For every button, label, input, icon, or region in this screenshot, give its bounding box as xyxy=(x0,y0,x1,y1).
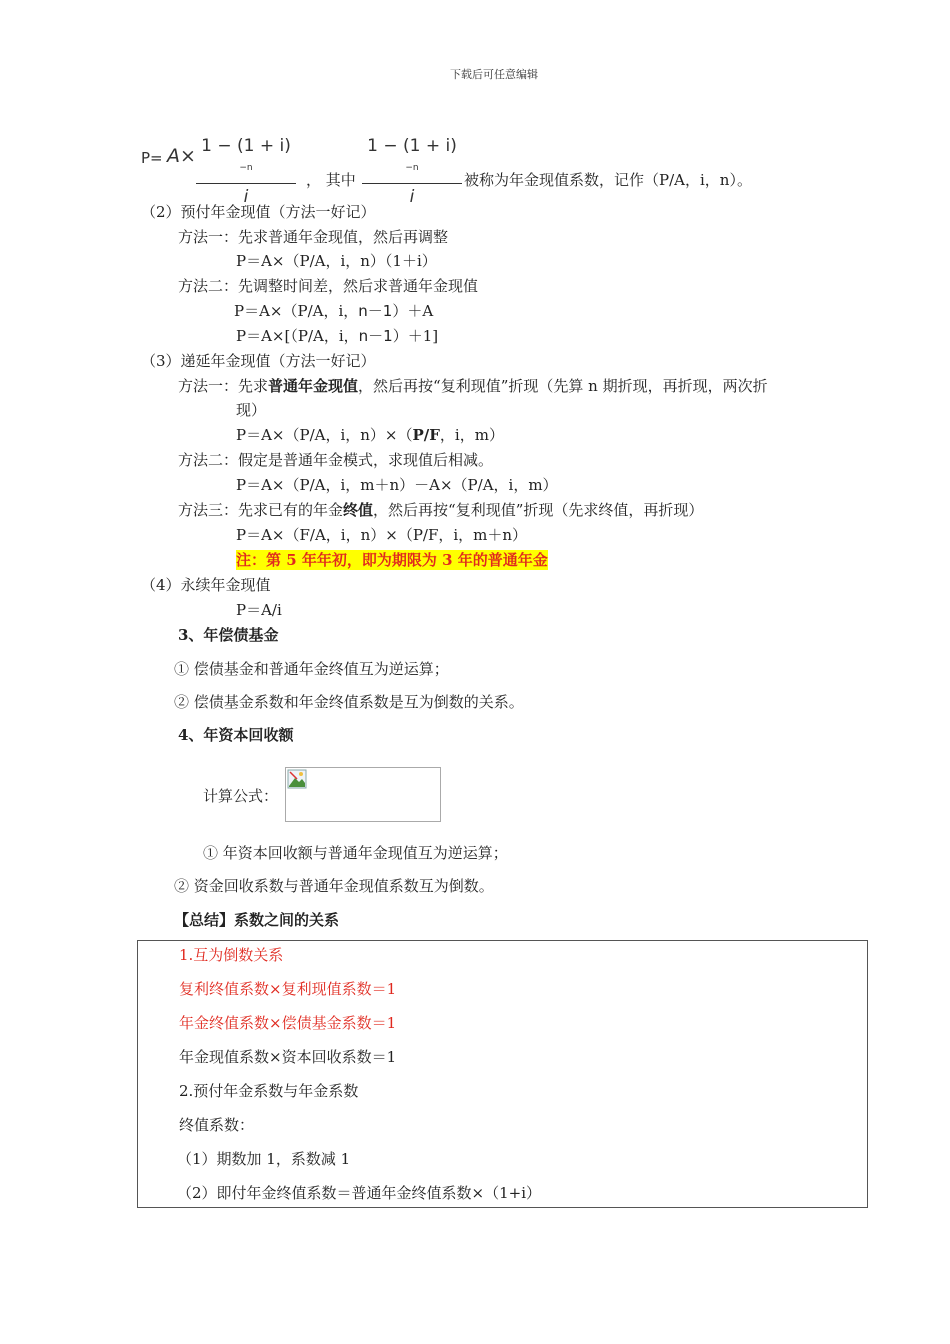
text-part: ，然后再按“复利现值”折现（先求终值，再折现） xyxy=(373,501,704,519)
text-part: ，然后再按“复利现值”折现（先算 n 期折现，再折现，两次折 xyxy=(358,377,768,395)
fraction-numerator: 1 − (1 + i) xyxy=(201,136,291,156)
section-heading: 4、年资本回收额 xyxy=(178,726,294,744)
method-line: 方法二：先调整时间差，然后求普通年金现值 xyxy=(178,277,479,295)
annuity-fraction-1 xyxy=(196,135,296,210)
section-deferred-annuity: （3）递延年金现值（方法一好记） xyxy=(141,352,376,370)
formula-part: P＝A×[（P/A，i， xyxy=(236,327,359,345)
list-item: ① 偿债基金和普通年金终值互为逆运算； xyxy=(174,660,449,678)
formula-tail-text: 被称为年金现值系数，记作（P/A，i，n）。 xyxy=(464,171,752,189)
formula-line: P＝A/i xyxy=(236,601,282,619)
box-line: 复利终值系数×复利现值系数＝1 xyxy=(179,980,397,998)
formula-p: P= xyxy=(141,149,163,167)
formula-line: P＝A×（P/A，i，m＋n）－A×（P/A，i，m） xyxy=(236,476,558,494)
formula-part: ，i，m） xyxy=(439,426,504,444)
formula-part: ）＋A xyxy=(392,302,434,320)
method-line: 方法一：先求普通年金现值，然后再调整 xyxy=(178,228,449,246)
fraction-exponent: −n xyxy=(239,163,253,173)
page-header: 下载后可任意编辑 xyxy=(450,68,538,81)
formula-part: ）＋1] xyxy=(392,327,439,345)
section-perpetuity: （4）永续年金现值 xyxy=(141,576,271,594)
formula-image xyxy=(285,767,441,822)
formula-line: P＝A×（P/A，i，n）（1＋i） xyxy=(236,252,437,270)
formula-line: P＝A×（F/A，i，n）×（P/F，i，m＋n） xyxy=(236,526,528,544)
text-part: 方法三：先求已有的年金 xyxy=(178,501,344,519)
formula-line xyxy=(236,326,438,346)
fraction-exponent: −n xyxy=(405,163,419,173)
bold-text: P/F xyxy=(412,426,440,444)
formula-line xyxy=(234,301,433,321)
formula-part: n－1 xyxy=(358,327,393,345)
annuity-fraction-2 xyxy=(362,135,462,210)
method-line-continued: 现） xyxy=(236,401,267,419)
box-line: 年金现值系数×资本回收系数＝1 xyxy=(179,1048,397,1066)
list-item: ② 偿债基金系数和年金终值系数是互为倒数的关系。 xyxy=(174,693,524,711)
fraction-numerator: 1 − (1 + i) xyxy=(367,136,457,156)
highlighted-note: 注：第 5 年年初，即为期限为 3 年的普通年金 xyxy=(236,551,548,569)
fraction-denominator: i xyxy=(409,186,415,207)
text-part: 方法一：先求 xyxy=(178,377,269,395)
box-line: 终值系数： xyxy=(179,1116,255,1134)
formula-line xyxy=(236,425,504,445)
method-line: 方法二：假定是普通年金模式，求现值后相减。 xyxy=(178,451,494,469)
section-prepaid-annuity: （2）预付年金现值（方法一好记） xyxy=(141,203,376,221)
formula-part: P＝A×（P/A，i， xyxy=(234,302,359,320)
box-line: （1）期数加 1，系数减 1 xyxy=(177,1150,351,1168)
bold-text: 终值 xyxy=(343,501,374,519)
method-line xyxy=(178,376,768,396)
summary-heading: 【总结】系数之间的关系 xyxy=(174,911,340,929)
list-item: ① 年资本回收额与普通年金现值互为逆运算； xyxy=(203,844,508,862)
fraction-denominator: i xyxy=(243,186,249,207)
broken-image-icon xyxy=(287,769,307,789)
list-item: ② 资金回收系数与普通年金现值系数互为倒数。 xyxy=(174,877,494,895)
method-line xyxy=(178,500,703,520)
box-line: 年金终值系数×偿债基金系数＝1 xyxy=(179,1014,397,1032)
bold-text: 普通年金现值 xyxy=(268,377,359,395)
calc-formula-label: 计算公式： xyxy=(203,787,279,805)
formula-middle-text: ， 其中 xyxy=(306,171,356,189)
formula-a: A× xyxy=(167,145,196,167)
box-line: 2.预付年金系数与年金系数 xyxy=(179,1082,359,1100)
formula-part: P＝A×（P/A，i，n）×（ xyxy=(236,426,413,444)
formula-part: n－1 xyxy=(358,302,393,320)
section-heading: 3、年偿债基金 xyxy=(178,626,279,644)
box-line: 1.互为倒数关系 xyxy=(179,946,284,964)
box-line: （2）即付年金终值系数＝普通年金终值系数×（1+i） xyxy=(177,1184,542,1202)
